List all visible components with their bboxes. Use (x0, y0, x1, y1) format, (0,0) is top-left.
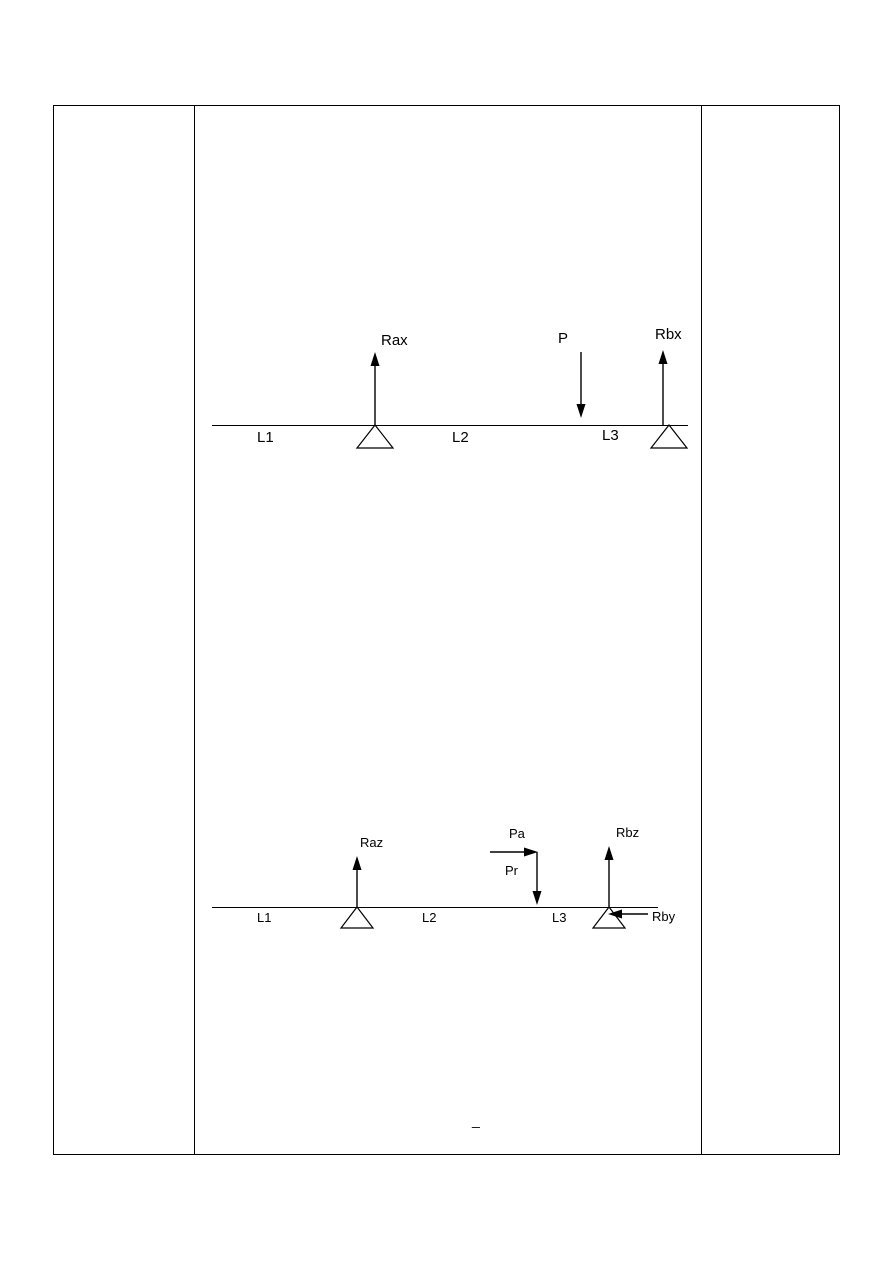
force-label-pr: Pr (505, 863, 518, 878)
force-label-rbx: Rbx (655, 326, 682, 343)
segment-label-l2-top: L2 (452, 429, 469, 446)
force-arrow-pa (490, 848, 538, 857)
force-arrow-pr (533, 852, 542, 905)
footer-mark: _ (472, 1112, 480, 1128)
support-triangle-a-bottom (341, 907, 373, 928)
segment-label-l1-top: L1 (257, 429, 274, 446)
force-label-rbz: Rbz (616, 825, 640, 840)
force-arrow-raz (353, 856, 362, 907)
force-label-rby: Rby (652, 909, 676, 924)
segment-label-l1-bottom: L1 (257, 910, 272, 925)
force-label-p: P (558, 330, 569, 347)
force-label-raz: Raz (360, 835, 384, 850)
segment-label-l2-bottom: L2 (422, 910, 437, 925)
force-label-pa: Pa (509, 826, 525, 841)
segment-label-l3-bottom: L3 (552, 910, 567, 925)
force-arrow-rbz (605, 846, 614, 907)
force-label-rax: Rax (381, 332, 408, 349)
segment-label-l3-top: L3 (602, 427, 619, 444)
